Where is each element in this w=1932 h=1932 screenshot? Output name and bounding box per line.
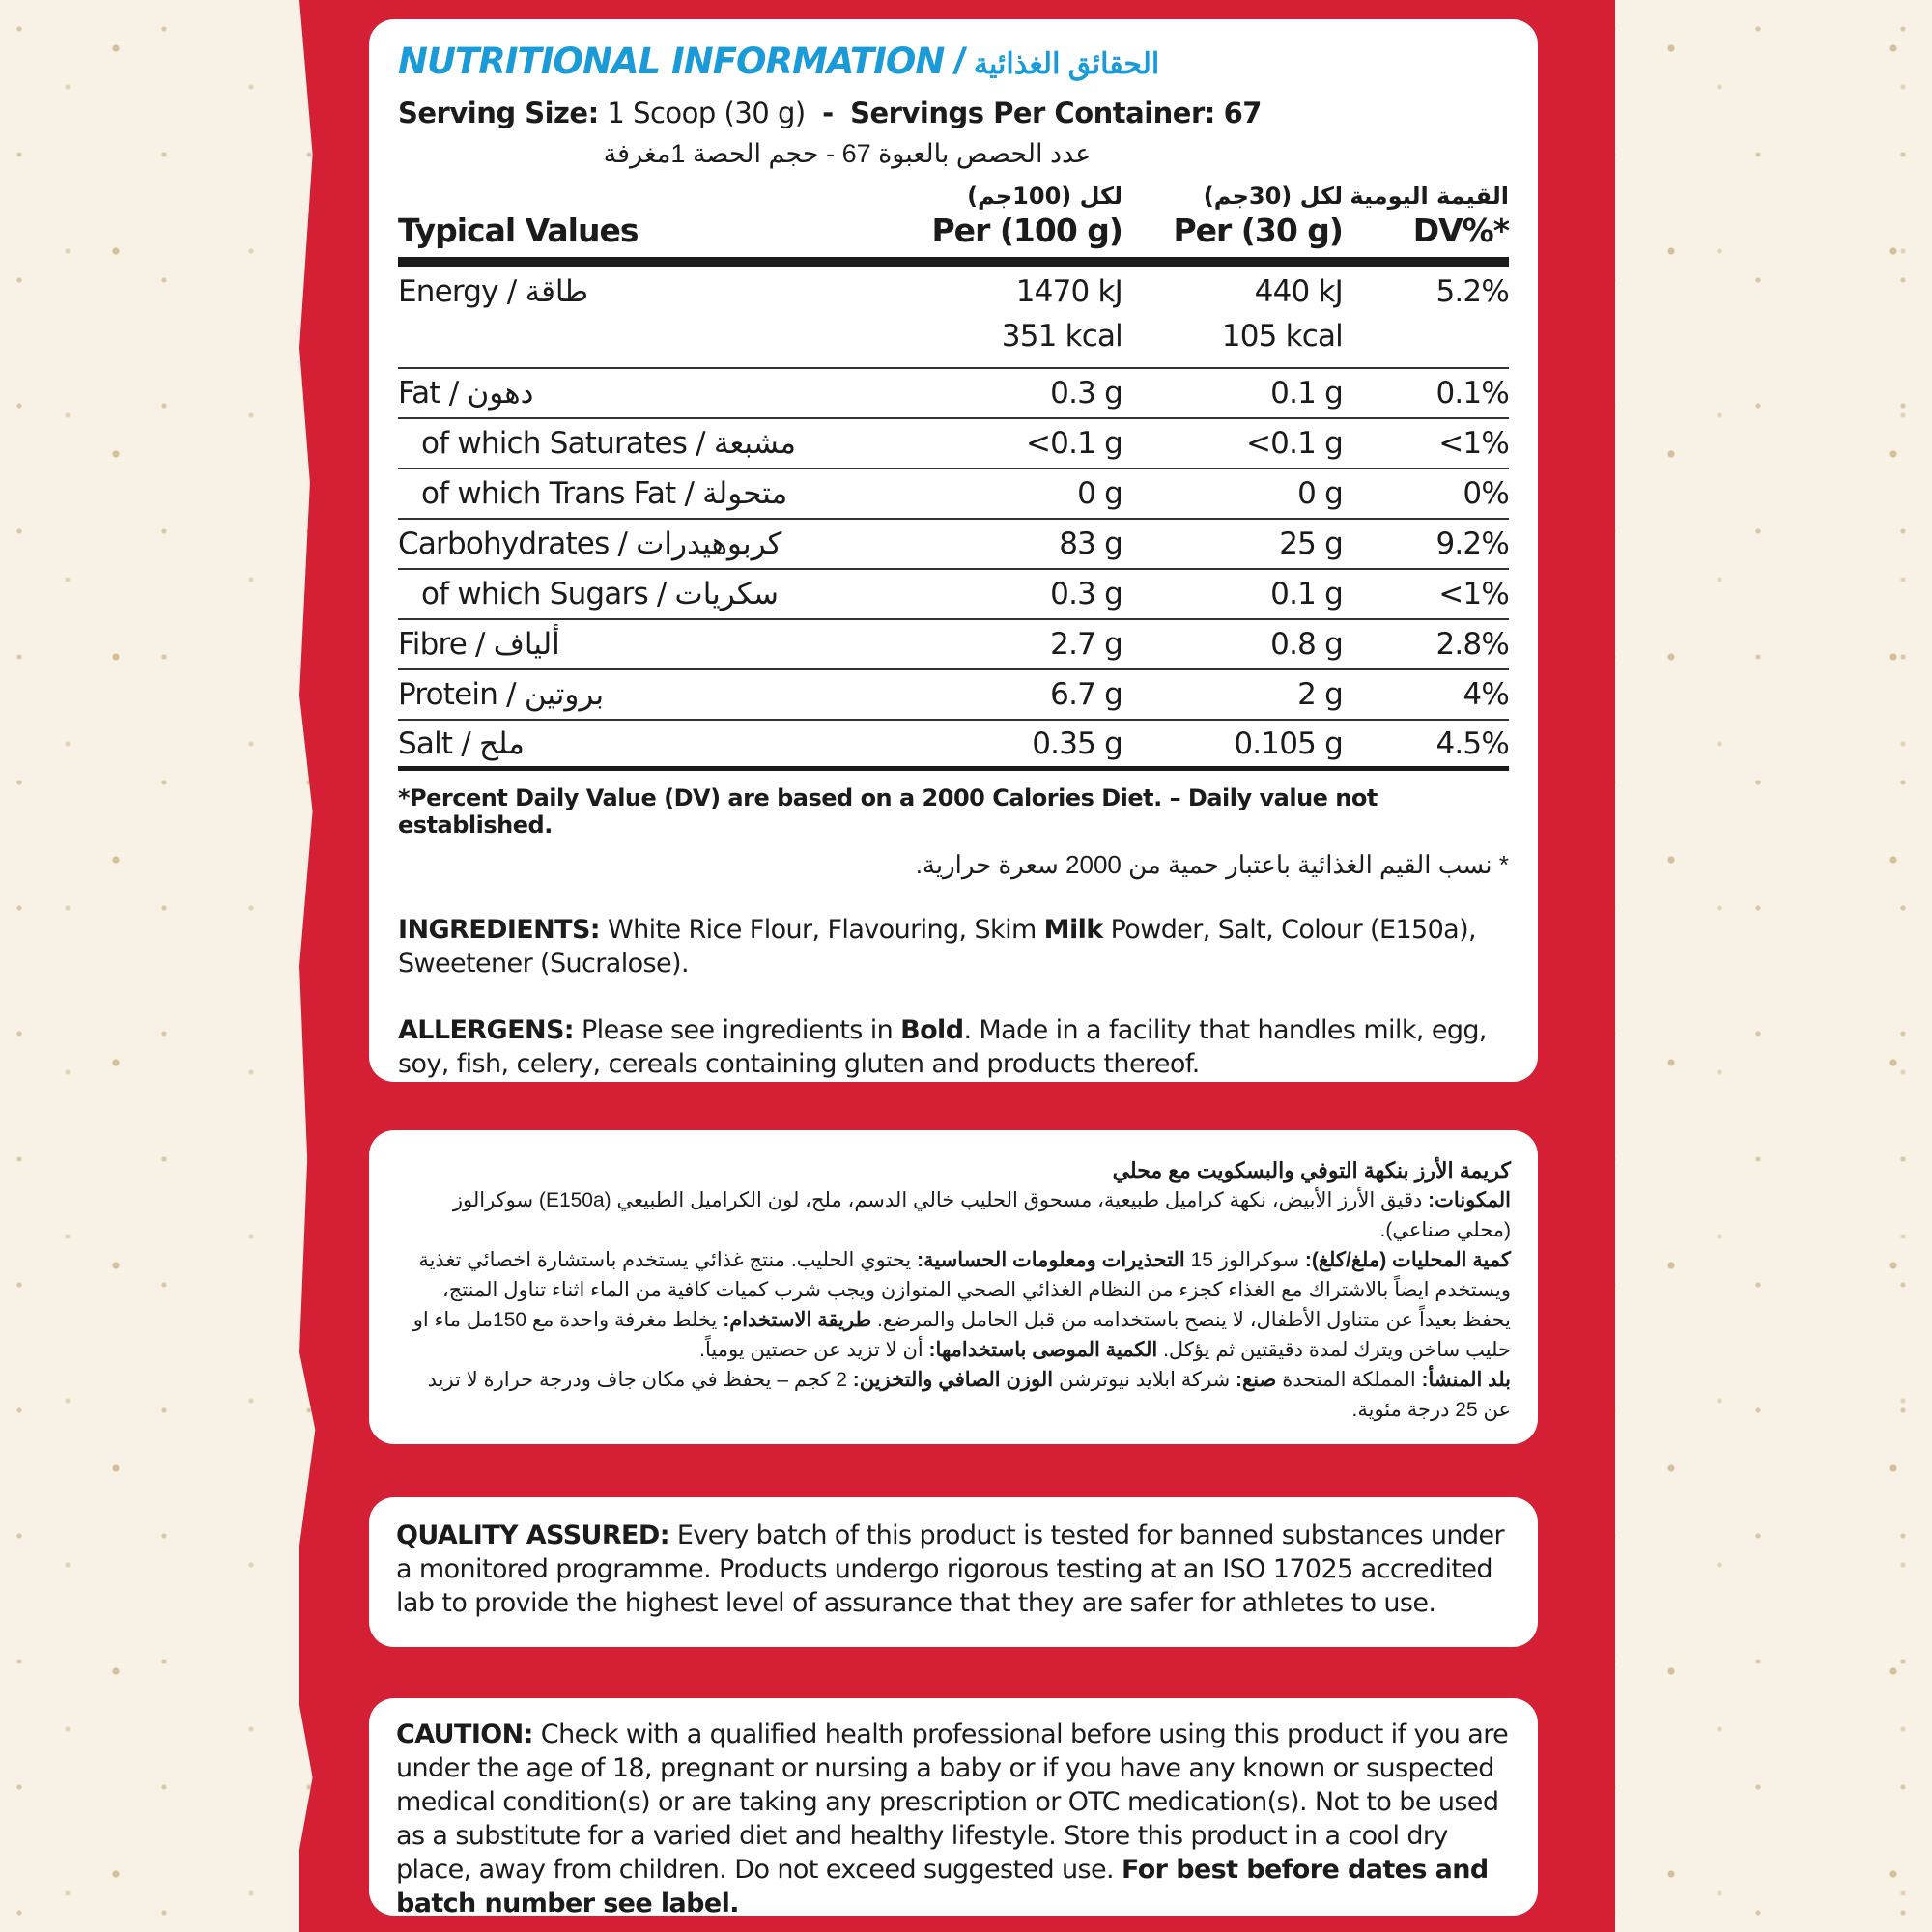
cell-per-100g: 2.7 g	[1050, 627, 1122, 662]
row-label: Energy / طاقة	[398, 274, 589, 309]
cell-per-100g: <0.1 g	[1025, 426, 1122, 461]
arabic-origin-text: المملكة المتحدة	[1276, 1369, 1422, 1391]
cell-per-30g	[1122, 274, 1343, 354]
quality-text: Every batch of this product is tested for banned substances under a monitored programme. Products undergo rigorous testing at an ISO 17025 accredited lab to provide the highest level of assurance that they are safer for athletes to use.	[396, 1520, 1504, 1618]
cell-dv: 0%	[1463, 476, 1509, 511]
title-ar: الحقائق الغذائية	[973, 48, 1160, 80]
allergens	[398, 1013, 1509, 1081]
cell-dv: 5.2%	[1435, 274, 1509, 309]
header-per-100g-en: Per (100 g)	[931, 212, 1122, 249]
arabic-sweetener-label: كمية المحليات (ملغ/كلغ):	[1304, 1249, 1511, 1271]
table-row	[398, 419, 1509, 469]
caution	[396, 1718, 1511, 1920]
table-row	[398, 570, 1509, 620]
cell-per-100g: 0.3 g	[1050, 376, 1122, 411]
header-per-30g-en: Per (30 g)	[1173, 212, 1343, 249]
arabic-weight-text: 2 كجم – يحفظ في مكان جاف ودرجة حرارة لا تزيد عن 25 درجة مئوية.	[427, 1369, 1511, 1421]
header-per-30g-ar: لكل (30جم)	[1203, 183, 1343, 210]
table-row	[398, 620, 1509, 670]
caution-panel	[369, 1698, 1538, 1916]
arabic-details	[396, 1245, 1511, 1365]
caution-label: CAUTION:	[396, 1719, 533, 1749]
row-label: Protein / بروتين	[398, 677, 605, 712]
cell-per-100g-kj: 1470 kJ	[1015, 274, 1122, 309]
allergens-text-2: . Made in a facility that handles milk, egg, soy, fish, celery, cereals containing gluten and products thereof.	[398, 1015, 1487, 1079]
allergens-bold: Bold	[900, 1015, 964, 1045]
ingredients-bold: Milk	[1043, 915, 1103, 945]
arabic-dose-text: أن لا تزيد عن حصتين يومياً.	[699, 1339, 929, 1361]
arabic-ingredients-text: دقيق الأرز الأبيض، نكهة كراميل طبيعية، مسحوق الحليب خالي الدسم، ملح، لون الكراميل الطبيعي (E150a) سوكرالوز (محلي صناعي).	[452, 1189, 1511, 1241]
serving-line	[398, 97, 1509, 139]
cell-per-30g: <0.1 g	[1245, 426, 1343, 461]
arabic-warnings-label: التحذيرات ومعلومات الحساسية:	[917, 1249, 1185, 1271]
quality-label: QUALITY ASSURED:	[396, 1520, 669, 1550]
header-dv-en: DV%*	[1412, 212, 1509, 249]
header-per-100g	[902, 183, 1122, 249]
cell-dv: 4.5%	[1435, 725, 1509, 761]
cell-per-100g	[902, 274, 1122, 354]
footnote-en: *Percent Daily Value (DV) are based on a 2000 Calories Diet. – Daily value not established.	[398, 784, 1378, 838]
cell-dv: 9.2%	[1435, 526, 1509, 561]
cell-per-30g: 0.1 g	[1270, 376, 1343, 411]
quality-assured	[396, 1519, 1511, 1620]
header-typical-values: Typical Values	[398, 212, 639, 249]
serving-size-value: 1 Scoop (30 g)	[607, 97, 806, 129]
table-row	[398, 369, 1509, 419]
row-label: Salt / ملح	[398, 725, 525, 761]
cell-per-30g-kj: 440 kJ	[1254, 274, 1343, 309]
serving-dash: -	[822, 97, 834, 129]
cell-dv: 0.1%	[1435, 376, 1509, 411]
arabic-weight-label: الوزن الصافي والتخزين:	[852, 1369, 1054, 1391]
table-row	[398, 520, 1509, 570]
arabic-usage-label: طريقة الاستخدام:	[723, 1309, 872, 1331]
cell-per-100g: 0 g	[1077, 476, 1122, 511]
ingredients-label: INGREDIENTS:	[398, 915, 600, 945]
cell-dv: <1%	[1438, 426, 1509, 461]
nutrition-panel	[369, 19, 1538, 1082]
nutrition-title	[398, 41, 1509, 97]
arabic-panel	[369, 1130, 1538, 1444]
cell-per-30g: 0.1 g	[1270, 577, 1343, 611]
header-dv-ar: القيمة اليومية	[1350, 183, 1509, 210]
arabic-ingredients	[396, 1185, 1511, 1245]
cell-per-30g-kcal: 105 kcal	[1221, 319, 1343, 354]
ingredients	[398, 913, 1509, 980]
cell-per-30g: 25 g	[1279, 526, 1343, 561]
cell-per-30g: 0.105 g	[1234, 725, 1343, 761]
cell-dv: 4%	[1463, 677, 1509, 712]
arabic-dose-label: الكمية الموصى باستخدامها:	[928, 1339, 1158, 1361]
table-row	[398, 267, 1509, 369]
servings-value: 67	[1223, 97, 1262, 129]
cell-per-30g: 0 g	[1297, 476, 1343, 511]
arabic-ingredients-label: المكونات:	[1428, 1189, 1511, 1211]
row-label: Fibre / ألياف	[398, 627, 560, 662]
arabic-usage-text: يخلط مغرفة واحدة مع 150مل ماء او حليب ساخن ويترك لمدة دقيقتين ثم يؤكل.	[412, 1309, 1511, 1361]
cell-per-100g: 83 g	[1059, 526, 1122, 561]
arabic-sweetener-text: سوكرالوز 15	[1184, 1249, 1305, 1271]
cell-per-30g: 0.8 g	[1270, 627, 1343, 662]
allergens-text-1: Please see ingredients in	[574, 1015, 901, 1045]
ingredients-text-1: White Rice Flour, Flavouring, Skim	[600, 915, 1044, 945]
caution-bold-end: For best before dates and batch number see label.	[396, 1855, 1489, 1918]
serving-ar: عدد الحصص بالعبوة 67 - حجم الحصة 1مغرفة	[603, 139, 1092, 168]
row-label: of which Sugars / سكريات	[421, 577, 780, 611]
cell-per-100g: 6.7 g	[1050, 677, 1122, 712]
title-separator: /	[953, 42, 964, 82]
table-header	[398, 184, 1509, 267]
header-per-100g-ar: لكل (100جم)	[967, 183, 1122, 210]
header-per-30g	[1122, 183, 1343, 249]
arabic-origin-label: بلد المنشأ:	[1421, 1369, 1511, 1391]
arabic-maker-text: شركة ابلايد نيوترشن	[1053, 1369, 1236, 1391]
cell-per-30g: 2 g	[1297, 677, 1343, 712]
row-label: of which Saturates / مشبعة	[421, 426, 797, 461]
footnote-ar: * نسب القيم الغذائية باعتبار حمية من 2000 سعرة حرارية.	[915, 850, 1509, 879]
cell-dv: 2.8%	[1435, 627, 1509, 662]
servings-label: Servings Per Container:	[850, 97, 1215, 129]
title-en: NUTRITIONAL INFORMATION	[398, 41, 945, 82]
cell-per-100g: 0.3 g	[1050, 577, 1122, 611]
row-label: Carbohydrates / كربوهيدرات	[398, 526, 782, 561]
arabic-origin	[396, 1365, 1511, 1425]
caution-text: Check with a qualified health professional before using this product if you are under the age of 18, pregnant or nursing a baby or if you have any known or suspected medical condition(s) or are taking any prescription or OTC medication(s). Not to be used as a substitute for a varied diet and healthy lifestyle. Store this product in a cool dry place, away from children. Do not exceed suggested use.	[396, 1719, 1509, 1885]
allergens-label: ALLERGENS:	[398, 1015, 574, 1045]
cell-dv: <1%	[1438, 577, 1509, 611]
row-label: of which Trans Fat / متحولة	[421, 476, 788, 511]
table-row	[398, 670, 1509, 721]
arabic-maker-label: صنع:	[1236, 1369, 1277, 1391]
table-row	[398, 721, 1509, 771]
arabic-text-block	[396, 1155, 1511, 1425]
cell-per-100g-kcal: 351 kcal	[1001, 319, 1122, 354]
row-label: Fat / دهون	[398, 376, 534, 411]
arabic-warnings-text: يحتوي الحليب. منتج غذائي يستخدم باستشارة اخصائي تغذية ويستخدم ايضاً بالاشتراك مع الغذاء كجزء من النظام الغذائي الصحي المتوازن ويجب شرب كميات كافية من الماء اثناء تناول المنتج، يحفظ بعيداً عن متناول الأطفال، لا ينصح باستخدامه من قبل الحامل والمرضع.	[418, 1249, 1511, 1331]
quality-panel	[369, 1497, 1538, 1647]
arabic-product-title: كريمة الأرز بنكهة التوفي والبسكويت مع محلي	[1112, 1158, 1511, 1182]
header-dv	[1343, 183, 1509, 249]
table-row	[398, 469, 1509, 520]
cell-per-100g: 0.35 g	[1032, 725, 1122, 761]
ingredients-text-2: Powder, Salt, Colour (E150a), Sweetener (Sucralose).	[398, 915, 1477, 979]
serving-size-label: Serving Size:	[398, 97, 599, 129]
